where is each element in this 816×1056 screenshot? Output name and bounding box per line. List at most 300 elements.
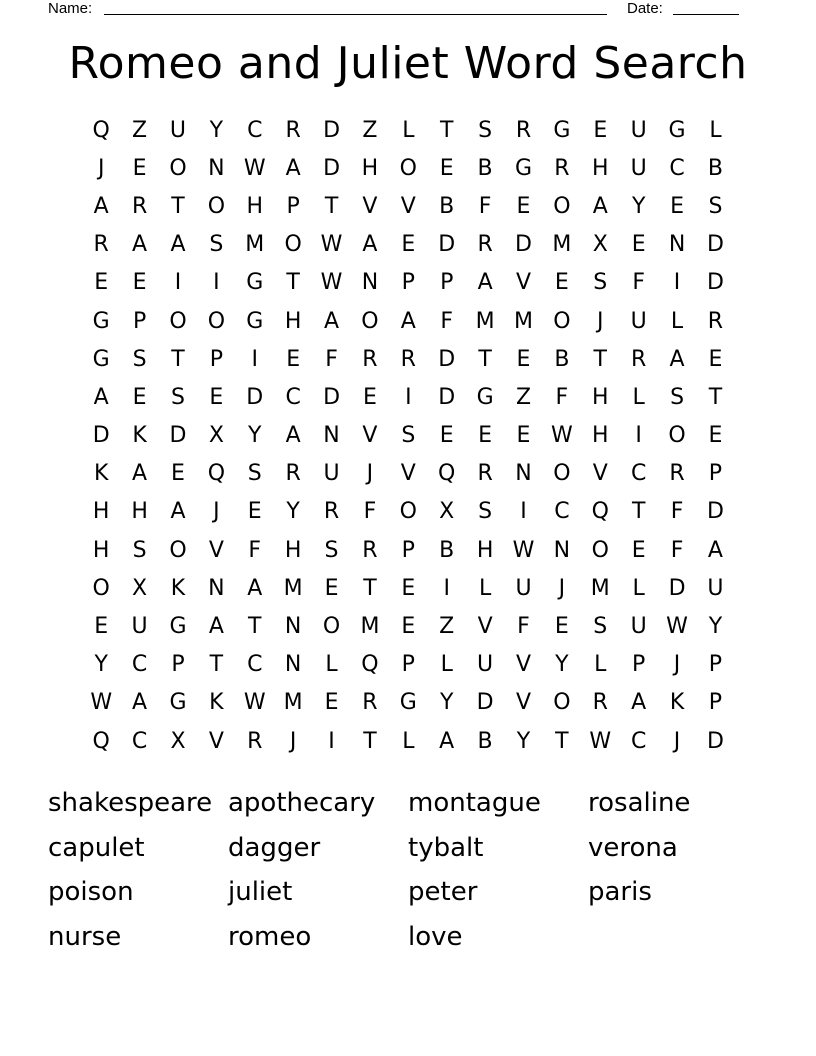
- grid-letter[interactable]: E: [708, 423, 723, 449]
- grid-letter[interactable]: R: [631, 346, 647, 372]
- grid-letter[interactable]: R: [323, 499, 340, 525]
- grid-letter[interactable]: R: [247, 728, 263, 754]
- grid-letter[interactable]: E: [362, 384, 377, 410]
- grid-letter[interactable]: R: [362, 537, 378, 563]
- grid-letter[interactable]: S: [401, 423, 416, 449]
- grid-letter[interactable]: N: [668, 232, 686, 258]
- grid-letter[interactable]: U: [169, 117, 187, 143]
- grid-letter[interactable]: H: [246, 193, 264, 219]
- grid-letter[interactable]: T: [593, 346, 607, 372]
- grid-letter[interactable]: E: [593, 117, 608, 143]
- grid-letter[interactable]: E: [401, 575, 416, 601]
- grid-letter[interactable]: Y: [708, 614, 723, 640]
- grid-letter[interactable]: G: [169, 690, 187, 716]
- grid-letter[interactable]: E: [401, 232, 416, 258]
- grid-letter[interactable]: V: [362, 423, 378, 449]
- grid-letter[interactable]: C: [669, 155, 685, 181]
- grid-letter[interactable]: T: [631, 499, 646, 525]
- grid-letter[interactable]: Y: [439, 690, 454, 716]
- grid-letter[interactable]: S: [593, 270, 608, 296]
- date-field-line[interactable]: [673, 14, 739, 15]
- grid-letter[interactable]: Y: [286, 499, 300, 525]
- grid-letter[interactable]: L: [709, 117, 722, 143]
- grid-letter[interactable]: Q: [591, 499, 609, 525]
- grid-letter[interactable]: D: [706, 499, 724, 525]
- grid-letter[interactable]: D: [706, 728, 724, 754]
- page-title: Romeo and Juliet Word Search: [68, 38, 748, 89]
- grid-letter[interactable]: B: [439, 537, 455, 563]
- grid-letter[interactable]: Y: [516, 728, 531, 754]
- grid-letter[interactable]: C: [247, 652, 263, 678]
- grid-letter[interactable]: U: [630, 308, 647, 334]
- grid-letter[interactable]: S: [132, 346, 147, 372]
- grid-letter[interactable]: C: [247, 117, 263, 143]
- grid-letter[interactable]: G: [92, 346, 110, 372]
- grid-letter[interactable]: D: [438, 346, 456, 372]
- grid-letter[interactable]: E: [286, 346, 301, 372]
- grid-letter[interactable]: E: [554, 270, 569, 296]
- grid-letter[interactable]: U: [630, 614, 647, 640]
- grid-letter[interactable]: Q: [438, 461, 456, 487]
- grid-letter[interactable]: R: [285, 117, 301, 143]
- grid-letter[interactable]: E: [478, 423, 493, 449]
- grid-letter[interactable]: H: [592, 384, 609, 410]
- grid-letter[interactable]: Y: [248, 423, 262, 449]
- grid-letter[interactable]: G: [399, 690, 417, 716]
- grid-letter[interactable]: O: [169, 155, 187, 181]
- grid-letter[interactable]: P: [401, 652, 415, 678]
- grid-letter[interactable]: S: [170, 384, 185, 410]
- word-list-item: shakespeare: [48, 788, 213, 819]
- grid-letter[interactable]: J: [289, 728, 297, 754]
- grid-letter[interactable]: I: [251, 346, 258, 372]
- grid-letter[interactable]: E: [324, 690, 339, 716]
- grid-letter[interactable]: J: [213, 499, 220, 525]
- grid-letter[interactable]: P: [209, 346, 223, 372]
- grid-letter[interactable]: M: [590, 575, 610, 601]
- grid-letter[interactable]: H: [284, 308, 302, 334]
- grid-letter[interactable]: U: [515, 575, 532, 601]
- grid-letter[interactable]: U: [630, 155, 647, 181]
- grid-letter[interactable]: N: [553, 537, 571, 563]
- grid-letter[interactable]: T: [171, 346, 185, 372]
- grid-letter[interactable]: F: [478, 193, 492, 219]
- grid-letter[interactable]: N: [515, 461, 532, 487]
- grid-letter[interactable]: S: [478, 499, 493, 525]
- grid-letter[interactable]: O: [399, 155, 417, 181]
- grid-letter[interactable]: Y: [209, 117, 224, 143]
- grid-letter[interactable]: R: [669, 461, 685, 487]
- grid-letter[interactable]: J: [673, 652, 681, 678]
- grid-letter[interactable]: T: [363, 575, 377, 601]
- grid-letter[interactable]: H: [592, 423, 609, 449]
- grid-letter[interactable]: T: [286, 270, 300, 296]
- grid-letter[interactable]: K: [93, 461, 109, 487]
- grid-letter[interactable]: I: [405, 384, 412, 410]
- grid-letter[interactable]: F: [363, 499, 377, 525]
- grid-letter[interactable]: R: [554, 155, 570, 181]
- grid-letter[interactable]: L: [594, 652, 607, 678]
- grid-letter[interactable]: E: [516, 193, 531, 219]
- grid-letter[interactable]: O: [169, 308, 187, 334]
- grid-letter[interactable]: O: [399, 499, 417, 525]
- grid-letter[interactable]: A: [669, 346, 685, 372]
- grid-letter[interactable]: J: [366, 461, 374, 487]
- grid-letter[interactable]: H: [92, 499, 110, 525]
- grid-letter[interactable]: E: [171, 461, 185, 487]
- grid-letter[interactable]: N: [323, 423, 340, 449]
- grid-letter[interactable]: E: [209, 384, 224, 410]
- grid-letter[interactable]: K: [669, 690, 685, 716]
- grid-letter[interactable]: L: [402, 728, 415, 754]
- grid-letter[interactable]: E: [554, 614, 569, 640]
- grid-letter[interactable]: K: [170, 575, 186, 601]
- grid-letter[interactable]: W: [551, 423, 573, 449]
- grid-letter[interactable]: L: [632, 384, 645, 410]
- grid-letter[interactable]: U: [131, 614, 148, 640]
- grid-letter[interactable]: Z: [515, 384, 532, 410]
- grid-letter[interactable]: O: [92, 575, 110, 601]
- grid-letter[interactable]: E: [401, 614, 416, 640]
- grid-letter[interactable]: E: [132, 155, 147, 181]
- grid-letter[interactable]: P: [708, 461, 723, 487]
- grid-letter[interactable]: R: [131, 193, 148, 219]
- grid-letter[interactable]: G: [668, 117, 686, 143]
- grid-letter[interactable]: J: [673, 728, 681, 754]
- grid-letter[interactable]: C: [630, 461, 647, 487]
- grid-letter[interactable]: Z: [362, 117, 378, 143]
- grid-letter[interactable]: E: [324, 575, 339, 601]
- grid-letter[interactable]: H: [131, 499, 148, 525]
- grid-letter[interactable]: N: [284, 614, 302, 640]
- grid-letter[interactable]: A: [707, 537, 723, 563]
- grid-letter[interactable]: R: [362, 346, 378, 372]
- grid-letter[interactable]: L: [478, 575, 492, 601]
- grid-letter[interactable]: M: [552, 232, 572, 258]
- grid-letter[interactable]: R: [362, 690, 378, 716]
- grid-letter[interactable]: S: [708, 193, 723, 219]
- grid-letter[interactable]: N: [208, 155, 225, 181]
- grid-letter[interactable]: V: [400, 461, 416, 487]
- header: [0, 0, 816, 20]
- grid-letter[interactable]: D: [323, 155, 341, 181]
- grid-letter[interactable]: Q: [92, 728, 110, 754]
- grid-letter[interactable]: D: [92, 423, 110, 449]
- grid-letter[interactable]: O: [284, 232, 302, 258]
- grid-letter[interactable]: F: [440, 308, 454, 334]
- grid-letter[interactable]: E: [132, 384, 147, 410]
- grid-letter[interactable]: C: [131, 728, 148, 754]
- grid-letter[interactable]: S: [670, 384, 685, 410]
- grid-letter[interactable]: A: [400, 308, 416, 334]
- grid-letter[interactable]: T: [555, 728, 569, 754]
- word-list-item: juliet: [228, 877, 293, 908]
- grid-letter[interactable]: Z: [439, 614, 455, 640]
- grid-letter[interactable]: X: [170, 728, 186, 754]
- grid-letter[interactable]: P: [286, 193, 300, 219]
- grid-letter[interactable]: I: [520, 499, 527, 525]
- word-list-item: dagger: [228, 832, 321, 863]
- grid-letter[interactable]: D: [169, 423, 187, 449]
- grid-letter[interactable]: X: [439, 499, 455, 525]
- grid-letter[interactable]: D: [323, 117, 341, 143]
- grid-letter[interactable]: R: [707, 308, 724, 334]
- word-list-item: verona: [588, 832, 678, 863]
- grid-letter[interactable]: K: [209, 690, 224, 716]
- grid-letter[interactable]: A: [247, 575, 263, 601]
- grid-letter[interactable]: B: [477, 155, 493, 181]
- grid-letter[interactable]: U: [477, 652, 494, 678]
- grid-letter[interactable]: A: [132, 461, 148, 487]
- grid-letter[interactable]: A: [93, 384, 109, 410]
- grid-letter[interactable]: G: [514, 155, 533, 181]
- grid-letter[interactable]: P: [132, 308, 147, 334]
- grid-letter[interactable]: V: [362, 193, 378, 219]
- grid-letter[interactable]: G: [246, 308, 264, 334]
- grid-letter[interactable]: X: [132, 575, 148, 601]
- grid-letter[interactable]: W: [320, 232, 343, 258]
- grid-letter[interactable]: U: [323, 461, 340, 487]
- grid-letter[interactable]: V: [477, 614, 493, 640]
- grid-letter[interactable]: U: [630, 117, 647, 143]
- grid-letter[interactable]: D: [668, 575, 686, 601]
- name-field-line[interactable]: [104, 14, 607, 15]
- grid-letter[interactable]: H: [476, 537, 494, 563]
- grid-letter[interactable]: I: [328, 728, 335, 754]
- grid-letter[interactable]: A: [132, 690, 148, 716]
- grid-letter[interactable]: W: [320, 270, 343, 296]
- grid-letter[interactable]: A: [93, 193, 109, 219]
- grid-letter[interactable]: E: [132, 270, 147, 296]
- grid-letter[interactable]: F: [670, 537, 684, 563]
- grid-letter[interactable]: M: [283, 690, 303, 716]
- grid-letter[interactable]: P: [171, 652, 185, 678]
- grid-letter[interactable]: V: [592, 461, 608, 487]
- grid-letter[interactable]: G: [169, 614, 187, 640]
- grid-letter[interactable]: O: [553, 308, 571, 334]
- grid-letter[interactable]: G: [92, 308, 110, 334]
- grid-letter[interactable]: G: [476, 384, 494, 410]
- grid-letter[interactable]: F: [670, 499, 684, 525]
- grid-letter[interactable]: J: [558, 575, 566, 601]
- grid-letter[interactable]: A: [592, 193, 608, 219]
- grid-letter[interactable]: V: [515, 690, 532, 716]
- grid-letter[interactable]: G: [246, 270, 264, 296]
- grid-letter[interactable]: M: [475, 308, 495, 334]
- grid-letter[interactable]: I: [174, 270, 182, 296]
- grid-letter[interactable]: E: [94, 614, 109, 640]
- grid-letter[interactable]: A: [132, 232, 148, 258]
- grid-letter[interactable]: O: [169, 537, 187, 563]
- grid-letter[interactable]: T: [209, 652, 224, 678]
- grid-letter[interactable]: A: [362, 232, 378, 258]
- grid-letter[interactable]: N: [208, 575, 225, 601]
- grid-letter[interactable]: D: [706, 270, 724, 296]
- grid-letter[interactable]: V: [515, 652, 532, 678]
- grid-letter[interactable]: I: [213, 270, 220, 296]
- grid-letter[interactable]: S: [247, 461, 262, 487]
- grid-letter[interactable]: F: [517, 614, 530, 640]
- grid-letter[interactable]: S: [478, 117, 493, 143]
- grid-letter[interactable]: C: [131, 652, 148, 678]
- grid-letter[interactable]: O: [322, 614, 341, 640]
- grid-letter[interactable]: A: [439, 728, 455, 754]
- grid-letter[interactable]: D: [706, 232, 724, 258]
- grid-letter[interactable]: E: [631, 537, 646, 563]
- grid-letter[interactable]: M: [360, 614, 380, 640]
- word-list-item: tybalt: [408, 832, 484, 863]
- grid-letter[interactable]: Y: [94, 652, 108, 678]
- grid-letter[interactable]: Y: [555, 652, 569, 678]
- grid-letter[interactable]: D: [246, 384, 264, 410]
- grid-letter[interactable]: O: [207, 308, 226, 334]
- grid-letter[interactable]: M: [245, 232, 265, 258]
- grid-letter[interactable]: S: [593, 614, 608, 640]
- grid-letter[interactable]: W: [243, 155, 266, 181]
- grid-letter[interactable]: T: [708, 384, 723, 410]
- grid-letter[interactable]: A: [170, 232, 186, 258]
- grid-letter[interactable]: I: [673, 270, 681, 296]
- grid-letter[interactable]: R: [285, 461, 301, 487]
- grid-letter[interactable]: B: [707, 155, 723, 181]
- grid-letter[interactable]: C: [630, 728, 647, 754]
- grid-letter[interactable]: E: [670, 193, 684, 219]
- grid-letter[interactable]: J: [97, 155, 105, 181]
- grid-letter[interactable]: F: [555, 384, 569, 410]
- grid-letter[interactable]: Q: [361, 652, 379, 678]
- grid-letter[interactable]: R: [592, 690, 608, 716]
- grid-letter[interactable]: L: [632, 575, 645, 601]
- grid-letter[interactable]: D: [323, 384, 341, 410]
- grid-letter[interactable]: X: [592, 232, 608, 258]
- grid-letter[interactable]: O: [553, 461, 571, 487]
- grid-letter[interactable]: A: [208, 614, 224, 640]
- grid-letter[interactable]: N: [284, 652, 302, 678]
- grid-letter[interactable]: O: [553, 193, 571, 219]
- grid-letter[interactable]: S: [132, 537, 147, 563]
- grid-letter[interactable]: I: [443, 575, 450, 601]
- grid-letter[interactable]: R: [477, 461, 493, 487]
- grid-letter[interactable]: W: [90, 690, 113, 716]
- grid-letter[interactable]: T: [363, 728, 377, 754]
- grid-letter[interactable]: V: [208, 537, 224, 563]
- grid-letter[interactable]: V: [208, 728, 224, 754]
- grid-letter[interactable]: Q: [92, 117, 110, 143]
- word-list-item: peter: [408, 877, 478, 908]
- grid-letter[interactable]: E: [439, 423, 454, 449]
- grid-letter[interactable]: E: [708, 346, 723, 372]
- grid-letter[interactable]: D: [476, 690, 494, 716]
- grid-letter[interactable]: T: [248, 614, 262, 640]
- grid-letter[interactable]: N: [361, 270, 379, 296]
- grid-letter[interactable]: O: [361, 308, 379, 334]
- grid-letter[interactable]: L: [325, 652, 338, 678]
- grid-letter[interactable]: O: [553, 690, 571, 716]
- grid-letter[interactable]: E: [94, 270, 109, 296]
- grid-letter[interactable]: A: [285, 155, 301, 181]
- grid-letter[interactable]: R: [515, 117, 532, 143]
- grid-letter[interactable]: M: [514, 308, 533, 334]
- grid-letter[interactable]: E: [631, 232, 646, 258]
- grid-letter[interactable]: A: [285, 423, 301, 449]
- grid-letter[interactable]: R: [400, 346, 416, 372]
- grid-letter[interactable]: B: [477, 728, 493, 754]
- grid-letter[interactable]: W: [243, 690, 266, 716]
- grid-letter[interactable]: A: [477, 270, 493, 296]
- grid-letter[interactable]: T: [324, 193, 339, 219]
- grid-letter[interactable]: E: [516, 346, 531, 372]
- grid-letter[interactable]: L: [670, 308, 684, 334]
- grid-letter[interactable]: A: [324, 308, 340, 334]
- grid-letter[interactable]: Q: [207, 461, 226, 487]
- grid-letter[interactable]: O: [207, 193, 226, 219]
- grid-letter[interactable]: E: [247, 499, 262, 525]
- grid-letter[interactable]: U: [707, 575, 724, 601]
- grid-letter[interactable]: L: [402, 117, 415, 143]
- grid-letter[interactable]: F: [632, 270, 645, 296]
- grid-letter[interactable]: O: [668, 423, 686, 449]
- grid-letter[interactable]: H: [361, 155, 379, 181]
- grid-letter[interactable]: D: [515, 232, 532, 258]
- grid-letter[interactable]: P: [708, 652, 723, 678]
- grid-letter[interactable]: M: [283, 575, 303, 601]
- grid-letter[interactable]: P: [708, 690, 723, 716]
- grid-letter[interactable]: R: [93, 232, 109, 258]
- grid-letter[interactable]: C: [554, 499, 570, 525]
- grid-letter[interactable]: H: [284, 537, 302, 563]
- grid-letter[interactable]: A: [631, 690, 647, 716]
- grid-letter[interactable]: P: [632, 652, 646, 678]
- grid-letter[interactable]: J: [597, 308, 604, 334]
- grid-letter[interactable]: I: [635, 423, 642, 449]
- grid-letter[interactable]: H: [592, 155, 609, 181]
- grid-letter[interactable]: P: [401, 537, 415, 563]
- word-list: [48, 781, 768, 959]
- grid-letter[interactable]: V: [400, 193, 416, 219]
- grid-letter[interactable]: K: [132, 423, 147, 449]
- grid-letter[interactable]: F: [325, 346, 338, 372]
- grid-letter[interactable]: E: [439, 155, 454, 181]
- grid-letter[interactable]: W: [512, 537, 535, 563]
- grid-letter[interactable]: T: [171, 193, 185, 219]
- grid-letter[interactable]: E: [516, 423, 531, 449]
- grid-letter[interactable]: X: [208, 423, 224, 449]
- grid-letter[interactable]: B: [439, 193, 455, 219]
- grid-letter[interactable]: V: [515, 270, 532, 296]
- grid-letter[interactable]: W: [666, 614, 688, 640]
- grid-letter[interactable]: O: [591, 537, 609, 563]
- grid-letter[interactable]: T: [478, 346, 492, 372]
- grid-letter[interactable]: R: [477, 232, 493, 258]
- grid-letter[interactable]: W: [589, 728, 612, 754]
- grid-letter[interactable]: P: [440, 270, 454, 296]
- grid-letter[interactable]: S: [324, 537, 339, 563]
- grid-letter[interactable]: H: [92, 537, 110, 563]
- grid-letter[interactable]: C: [285, 384, 301, 410]
- grid-letter[interactable]: Y: [631, 193, 646, 219]
- grid-letter[interactable]: S: [209, 232, 224, 258]
- grid-letter[interactable]: T: [439, 117, 454, 143]
- grid-letter[interactable]: L: [440, 652, 453, 678]
- grid-letter[interactable]: D: [438, 232, 456, 258]
- grid-letter[interactable]: D: [438, 384, 456, 410]
- grid-letter[interactable]: P: [401, 270, 415, 296]
- grid-letter[interactable]: B: [554, 346, 570, 372]
- grid-letter[interactable]: Z: [132, 117, 148, 143]
- grid-letter[interactable]: F: [248, 537, 262, 563]
- grid-letter[interactable]: G: [553, 117, 571, 143]
- grid-letter[interactable]: A: [170, 499, 186, 525]
